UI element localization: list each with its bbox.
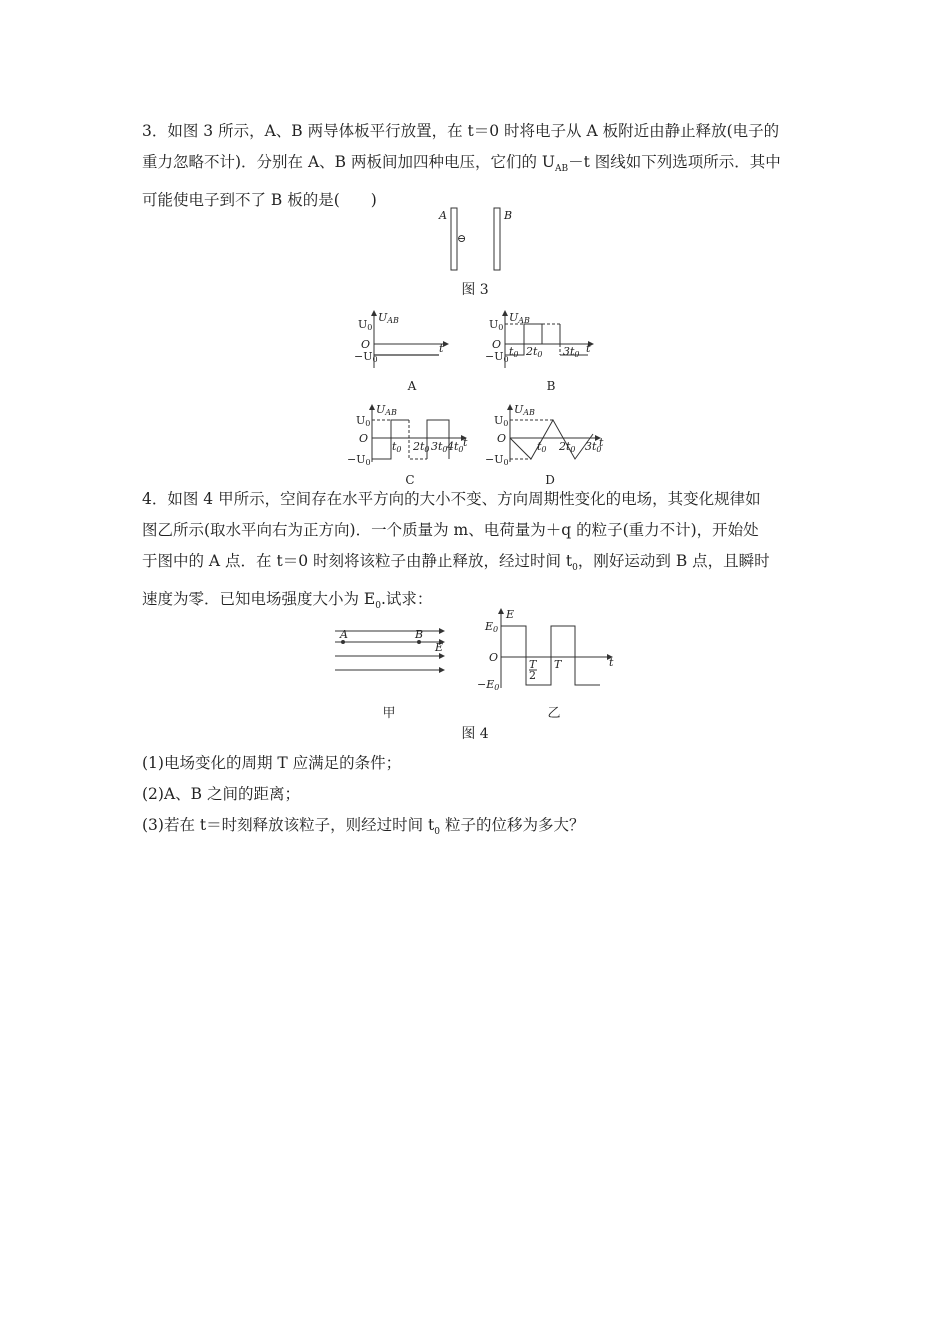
figure-4-caption: 图 4 [461, 726, 489, 742]
option-c-label: C [405, 473, 415, 487]
graph-option-b [485, 310, 608, 370]
svg-text:E0: E0 [485, 620, 499, 634]
svg-text:A: A [340, 628, 348, 641]
figure-3-caption: 图 3 [461, 282, 489, 298]
svg-text:E: E [435, 641, 444, 654]
svg-text:t: t [439, 342, 444, 355]
svg-text:−U0: −U0 [485, 350, 509, 364]
svg-text:t: t [586, 342, 591, 355]
svg-text:E: E [506, 608, 515, 621]
sub-question-2: (2)A、B 之间的距离； [142, 785, 300, 803]
svg-text:−U0: −U0 [347, 453, 371, 467]
q3-line-1: 3．如图 3 所示，A、B 两导体板平行放置，在 t＝0 时将电子从 A 板附近由静止释放(电子的 [142, 122, 780, 140]
plate-b [494, 208, 500, 270]
svg-text:O: O [497, 432, 507, 445]
svg-text:UAB: UAB [509, 311, 530, 325]
svg-text:UAB: UAB [376, 403, 397, 417]
svg-text:3t0: 3t0 [585, 440, 602, 454]
plate-b-label: B [504, 209, 513, 222]
figure-4-e-t-graph [477, 606, 617, 692]
plate-a-label: A [439, 209, 447, 222]
svg-text:U0: U0 [356, 414, 371, 428]
svg-text:T: T [529, 658, 537, 671]
svg-text:2t0: 2t0 [526, 345, 543, 359]
svg-text:t: t [609, 656, 614, 669]
svg-text:t: t [599, 436, 604, 449]
electron-icon: ⊖ [457, 232, 467, 245]
svg-text:O: O [489, 651, 499, 664]
sub-questions [142, 748, 814, 848]
sub-question-1: (1)电场变化的周期 T 应满足的条件； [142, 754, 402, 772]
svg-text:−U0: −U0 [354, 350, 378, 364]
option-b-label: B [546, 379, 556, 393]
q4-line-4: 速度为零．已知电场强度大小为 $E_0$.试求： [142, 590, 433, 612]
svg-text:U0: U0 [489, 318, 504, 332]
q4-line-2: 图乙所示(取水平向右为正方向)．一个质量为 m、电荷量为＋q 的粒子(重力不计)，开始处 [142, 521, 759, 539]
q3-line-2: 重力忽略不计)．分别在 A、B 两板间加四种电压，它们的 $U_{AB}-t$ 图线如下列选项所示．其中 [142, 153, 781, 175]
svg-text:2: 2 [529, 669, 536, 682]
svg-text:UAB: UAB [378, 311, 399, 325]
svg-text:t0: t0 [392, 440, 402, 454]
svg-text:3t0: 3t0 [563, 345, 580, 359]
svg-text:t: t [463, 436, 468, 449]
option-a-label: A [407, 379, 417, 393]
q4-line-1: 4．如图 4 甲所示，空间存在水平方向的大小不变、方向周期性变化的电场，其变化规律如 [142, 490, 761, 508]
q4-line-3: 于图中的 A 点．在 t＝0 时刻将该粒子由静止释放，经过时间 $t_0$，刚好运动到 B 点，且瞬时 [142, 552, 770, 574]
graph-option-c [347, 403, 475, 467]
sub-question-3: (3)若在 t＝时刻释放该粒子，则经过时间 $t_0$ 粒子的位移为多大？ [142, 816, 585, 838]
svg-text:U0: U0 [358, 318, 373, 332]
figure-4-sub-jia: 甲 [382, 706, 396, 721]
svg-text:UAB: UAB [514, 403, 535, 417]
svg-text:t0: t0 [509, 345, 519, 359]
svg-text:2t0: 2t0 [559, 440, 576, 454]
svg-text:U0: U0 [494, 414, 509, 428]
figure-3-plates [435, 206, 525, 276]
triangle-wave [510, 420, 593, 459]
option-d-label: D [545, 473, 555, 487]
svg-text:−U0: −U0 [485, 453, 509, 467]
figure-4-field-lines [335, 625, 455, 685]
svg-text:B: B [415, 628, 424, 641]
svg-text:t0: t0 [537, 440, 547, 454]
q3-line-3: 可能使电子到不了 B 板的是( ) [142, 191, 377, 210]
graph-option-d [485, 403, 613, 467]
svg-text:2t0: 2t0 [413, 440, 430, 454]
svg-text:T: T [554, 658, 562, 671]
svg-text:O: O [492, 338, 502, 351]
question-3 [142, 116, 814, 216]
svg-text:4t0: 4t0 [447, 440, 464, 454]
figure-4-sub-yi: 乙 [547, 706, 561, 721]
graph-option-a [354, 310, 467, 370]
svg-text:O: O [361, 338, 371, 351]
svg-text:3t0: 3t0 [431, 440, 448, 454]
svg-text:−E0: −E0 [477, 678, 500, 692]
svg-text:O: O [359, 432, 369, 445]
question-4 [142, 484, 814, 622]
